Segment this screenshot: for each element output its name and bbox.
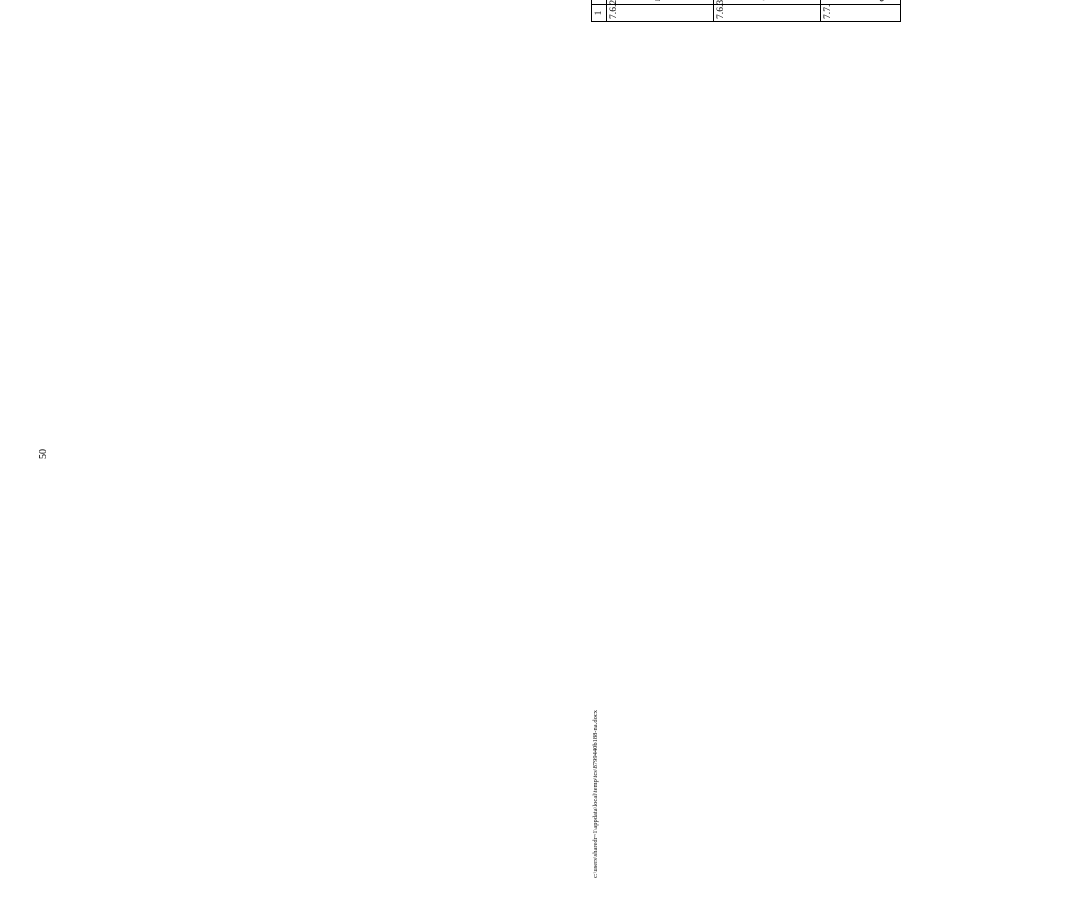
rotated-table-container [591,0,1081,22]
measure-name [607,0,714,5]
header-row [592,0,607,22]
measure-name [714,0,821,5]
header-cell [592,0,607,5]
header-cell: 1 [592,5,607,22]
table-row [607,0,654,22]
table-row [714,0,761,22]
file-path-footer: c:\users\sharedr~1\appdata\local\temp\tcs\8799440b188-na.docx [592,710,599,878]
page-number: 50 [38,449,49,459]
row-code: 7.6.3 [714,5,821,22]
row-code: 7.6.2 [607,5,714,22]
row-code: 7.7. [821,5,901,22]
table-row [821,0,837,22]
budget-table [591,0,901,22]
